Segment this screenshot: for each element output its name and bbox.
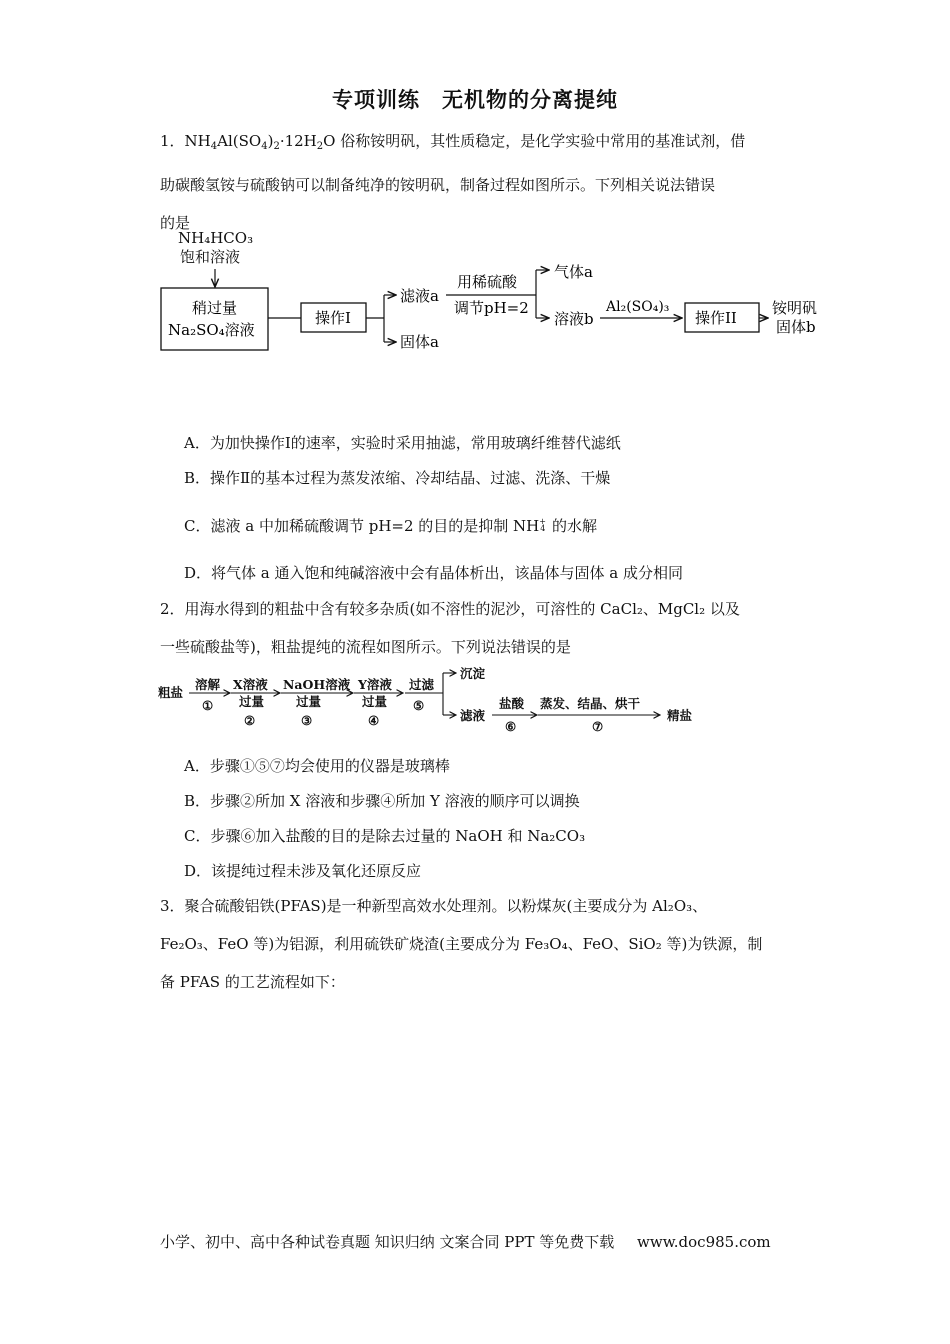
q2-s2-mid: 过量 xyxy=(239,694,265,709)
q2-filtrate: 滤液 xyxy=(460,708,486,723)
q3-line1: 3．聚合硫酸铝铁(PFAS)是一种新型高效水处理剂。以粉煤灰(主要成分为 Al₂O₃、 xyxy=(160,897,708,915)
q1-reagent-top1: NH₄HCO₃ xyxy=(178,229,254,247)
q1-option-b: B．操作Ⅱ的基本过程为蒸发浓缩、冷却结晶、过滤、洗涤、干燥 xyxy=(184,469,611,487)
q1-op2-label: 操作II xyxy=(695,309,737,327)
q1-product-line2: 固体b xyxy=(776,318,816,336)
q2-line2: 一些硫酸盐等)，粗盐提纯的流程如图所示。下列说法错误的是 xyxy=(160,638,571,656)
q1-reagent-top2: 饱和溶液 xyxy=(180,248,241,266)
q2-flow-diagram xyxy=(155,662,715,740)
q3-line3: 备 PFAS 的工艺流程如下： xyxy=(160,973,345,991)
q2-s4-mid: 过量 xyxy=(362,694,388,709)
q1-line3: 的是 xyxy=(160,214,191,232)
q2-option-d: D．该提纯过程未涉及氧化还原反应 xyxy=(184,862,422,880)
q2-s7-top: 蒸发、结晶、烘干 xyxy=(540,696,641,711)
q1-filtrate-a: 滤液a xyxy=(400,287,439,305)
footer-text: 小学、初中、高中各种试卷真题 知识归纳 文案合同 PPT 等免费下载 xyxy=(160,1233,615,1251)
q2-start: 粗盐 xyxy=(158,685,184,700)
q1-line2: 助碳酸氢铵与硫酸钠可以制备纯净的铵明矾，制备过程如图所示。下列相关说法错误 xyxy=(160,176,716,194)
q1-op1-label: 操作I xyxy=(315,309,351,327)
q2-stem xyxy=(160,590,790,666)
q1-box-start xyxy=(161,288,268,350)
page-title: 专项训练 无机物的分离提纯 xyxy=(332,88,618,112)
q1-solid-a: 固体a xyxy=(400,333,439,351)
q1-option-d: D．将气体 a 通入饱和纯碱溶液中会有晶体析出，该晶体与固体 a 成分相同 xyxy=(184,564,683,582)
footer-url[interactable]: www.doc985.com xyxy=(637,1233,771,1251)
q2-s4-bot: ④ xyxy=(368,713,380,728)
q2-option-c: C．步骤⑥加入盐酸的目的是除去过量的 NaOH 和 Na₂CO₃ xyxy=(184,827,586,845)
q2-line1: 2．用海水得到的粗盐中含有较多杂质(如不溶性的泥沙，可溶性的 CaCl₂、MgCl₂ 以及 xyxy=(160,600,740,618)
q2-end: 精盐 xyxy=(667,708,693,723)
q1-line1: 1．$NH_4Al(SO_4)_2\cdot 12H_2O$ 俗称铵明矾，其性质稳定，是化学实验中常用的基准试剂，借 xyxy=(160,132,746,152)
q2-s2-bot: ② xyxy=(244,713,256,728)
q2-s3-mid: 过量 xyxy=(296,694,322,709)
q2-option-a: A．步骤①⑤⑦均会使用的仪器是玻璃棒 xyxy=(184,757,450,775)
q1-solution-b: 溶液b xyxy=(554,310,594,328)
q1-option-a: A．为加快操作Ⅰ的速率，实验时采用抽滤，常用玻璃纤维替代滤纸 xyxy=(184,434,621,452)
q1-option-c: C．滤液 a 中加稀硫酸调节 pH=2 的目的是抑制 NH + 4 的水解 xyxy=(184,517,598,535)
q2-option-b: B．步骤②所加 X 溶液和步骤④所加 Y 溶液的顺序可以调换 xyxy=(184,792,580,810)
q2-s3-bot: ③ xyxy=(301,713,313,728)
q2-s5-bot: ⑤ xyxy=(413,698,425,713)
q2-s3-top: NaOH溶液 xyxy=(283,677,351,692)
q1-flow-diagram xyxy=(150,225,840,360)
q3-stem xyxy=(160,887,790,1001)
q2-s2-top: X溶液 xyxy=(233,677,268,692)
q1-box1-line2: Na₂SO₄溶液 xyxy=(168,321,255,339)
q3-line2: Fe₂O₃、FeO 等)为铝源，利用硫铁矿烧渣(主要成分为 Fe₃O₄、FeO、SiO₂ 等)为铁源，制 xyxy=(160,935,763,953)
q2-s7-bot: ⑦ xyxy=(592,719,604,734)
q2-s1-top: 溶解 xyxy=(195,677,221,692)
page-footer xyxy=(160,1231,771,1252)
q2-precip: 沉淀 xyxy=(460,666,486,681)
q2-s6-bot: ⑥ xyxy=(505,719,517,734)
q1-acid-line2: 调节pH=2 xyxy=(454,299,529,317)
q1-box1-line1: 稍过量 xyxy=(192,299,238,317)
q1-gas-a: 气体a xyxy=(554,263,593,281)
q2-s1-bot: ① xyxy=(202,698,214,713)
q2-s5-top: 过滤 xyxy=(409,677,435,692)
q1-stem xyxy=(160,122,790,242)
q1-acid-line1: 用稀硫酸 xyxy=(457,273,518,291)
q1-reagent-al: Al₂(SO₄)₃ xyxy=(606,299,670,315)
q1-product-line1: 铵明矾 xyxy=(772,299,818,317)
q2-s4-top: Y溶液 xyxy=(358,677,392,692)
q2-s6-top: 盐酸 xyxy=(499,696,525,711)
